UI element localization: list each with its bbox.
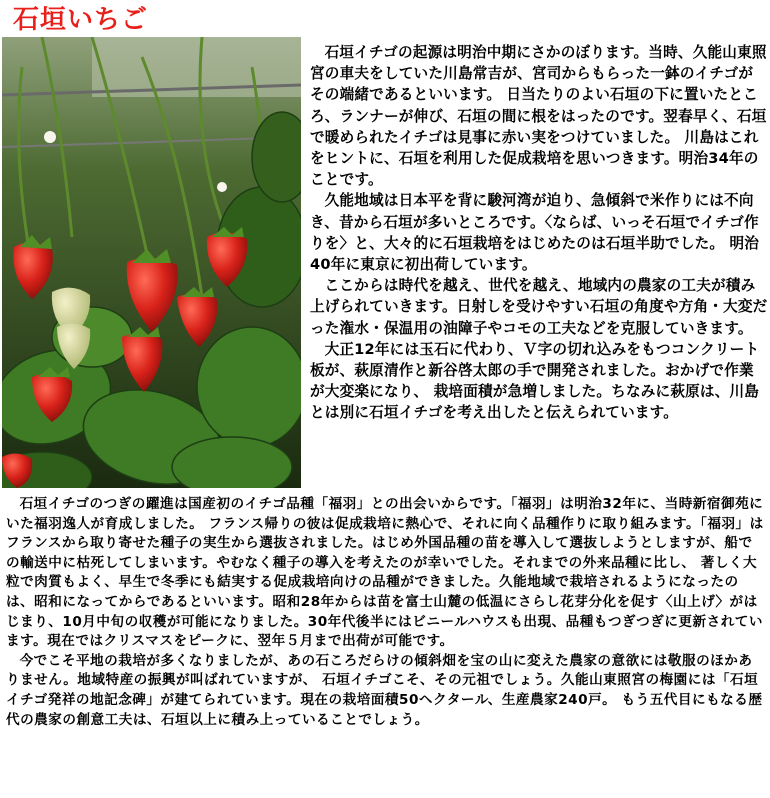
page-title: 石垣いちご (13, 5, 149, 35)
paragraph: 久能地域は日本平を背に駿河湾が迫り、急傾斜で米作りには不向き、昔から石垣が多いところです。〈ならば、いっそ石垣でイチゴ作りを〉と、大々的に石垣栽培をはじめたのは石垣半助でした。 明治40年に東京に初出荷しています。 (310, 192, 760, 274)
bottom-text-block (6, 495, 766, 730)
paragraph: 石垣イチゴのつぎの躍進は国産初のイチゴ品種「福羽」との出会いからです。「福羽」は明治32年に、当時新宿御苑にいた福羽逸人が育成しました。 フランス帰りの彼は促成栽培に熱心で、それに向く品種作りに取り組みます。「福羽」はフランスから取り寄せた種子の実生から選抜されました。はじめ外国品種の苗を導入して選抜しようとしますが、船での輸送中に枯死してしまいます。やむなく種子の導入を考えたのが幸いでした。それまでの外来品種に比し、 著しく大粒で肉質もよく、早生で冬季にも結実する促成栽培向けの品種ができました。久能地域で栽培されるようになったのは、昭和になってからであるといいます。昭和28年からは苗を富士山麓の低温にさらし花芽分化を促す〈山上げ〉がはじまり、10月中旬の収穫が可能になりました。30年代後半にはビニールハウスも出現、品種もつぎつぎに更新されています。現在ではクリスマスをピークに、翌年５月まで出荷が可能です。 (6, 496, 764, 650)
paragraph: ここからは時代を越え、世代を越え、地域内の農家の工夫が積み上げられていきます。日射しを受けやすい石垣の角度や方角・大変だった潅水・保温用の油障子やコモの工夫などを克服していきます。 (310, 277, 768, 337)
strawberry-photo (2, 37, 301, 488)
right-text-column (310, 42, 768, 424)
paragraph: 石垣イチゴの起源は明治中期にさかのぼります。当時、久能山東照宮の車夫をしていた川島常吉が、宮司からもらった一鉢のイチゴがその端緒であるといいます。 日当たりのよい石垣の下に置いたところ、ランナーが伸び、石垣の間に根をはったのです。翌春早く、石垣で暖められたイチゴは見事に赤い実をつけていました。 川島はこれをヒントに、石垣を利用した促成栽培を思いつきます。明治34年のことです。 (310, 44, 767, 189)
paragraph: 今でこそ平地の栽培が多くなりましたが、あの石ころだらけの傾斜畑を宝の山に変えた農家の意欲には敬服のほかありません。地域特産の振興が叫ばれていますが、 石垣イチゴこそ、その元祖でしょう。久能山東照宮の梅園には「石垣イチゴ発祥の地記念碑」が建てられています。現在の栽培面積50ヘクタール、生産農家240戸。 もう五代目にもなる歴代の農家の創意工夫は、石垣以上に積み上っていることでしょう。 (6, 652, 763, 728)
paragraph: 大正12年には玉石に代わり、Ｖ字の切れ込みをもつコンクリート板が、萩原清作と新谷啓太郎の手で開発されました。おかげで作業が大変楽になり、 栽培面積が急増しました。ちなみに萩原は、川島とは別に石垣イチゴを考え出したと伝えられています。 (310, 340, 760, 422)
